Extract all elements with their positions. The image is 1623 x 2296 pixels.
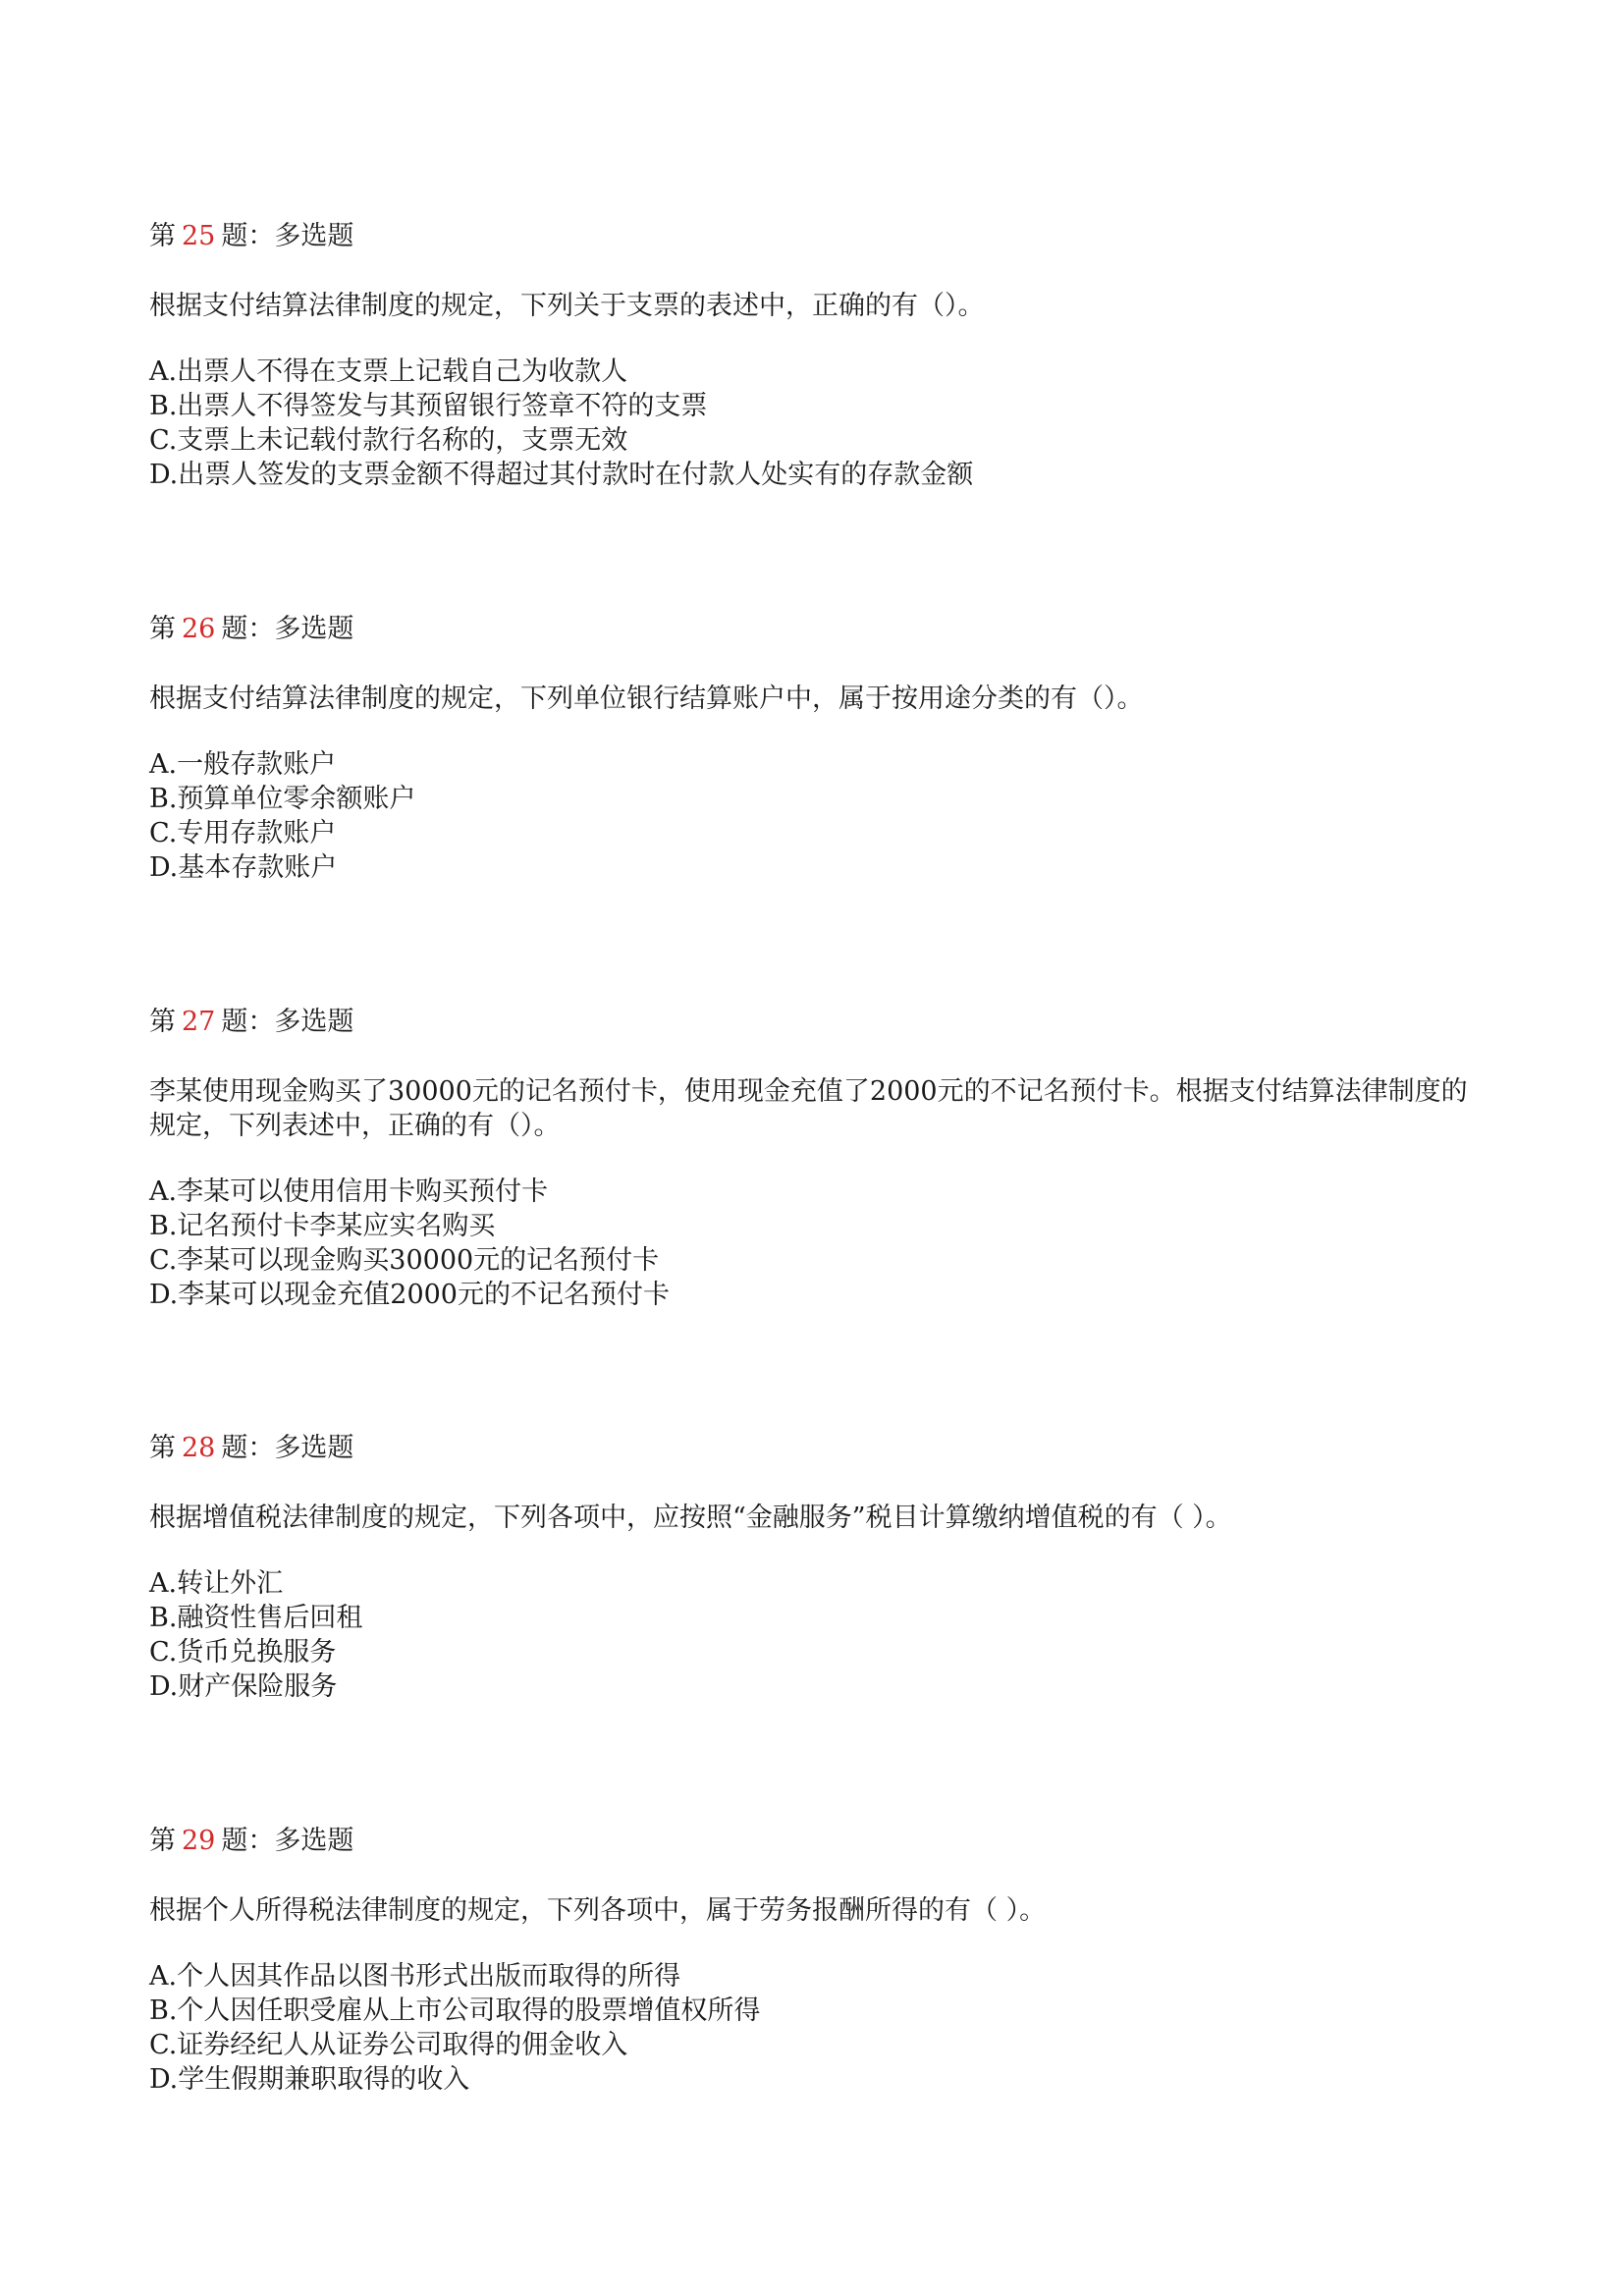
option-d: D.李某可以现金充值2000元的不记名预付卡	[149, 1280, 670, 1310]
question-header	[149, 613, 1485, 646]
question-stem: 根据个人所得税法律制度的规定，下列各项中，属于劳务报酬所得的有（ ）。	[149, 1895, 1047, 1926]
question-number: 27	[182, 1007, 216, 1037]
question-stem: 根据增值税法律制度的规定，下列各项中，应按照“金融服务”税目计算缴纳增值税的有（ ）。	[149, 1503, 1232, 1533]
option-b: B.预算单位零余额账户	[149, 784, 416, 814]
option-a: A.个人因其作品以图书形式出版而取得的所得	[149, 1961, 681, 1992]
option-d: D.财产保险服务	[149, 1671, 338, 1702]
question-header	[149, 1825, 1485, 1858]
question-prefix: 第	[149, 1826, 176, 1856]
question-header	[149, 1006, 1485, 1039]
question-type: 题：多选题	[221, 1433, 354, 1463]
option-a: A.一般存款账户	[149, 749, 337, 780]
option-list	[149, 747, 1485, 885]
option-c: C.专用存款账户	[149, 818, 337, 848]
question-stem: 根据支付结算法律制度的规定，下列关于支票的表述中，正确的有（）。	[149, 291, 985, 321]
question-28	[149, 1432, 1485, 1704]
question-prefix: 第	[149, 614, 176, 644]
option-b: B.个人因任职受雇从上市公司取得的股票增值权所得	[149, 1995, 761, 2026]
question-25	[149, 220, 1485, 492]
option-c: C.货币兑换服务	[149, 1637, 337, 1667]
option-b: B.出票人不得签发与其预留银行签章不符的支票	[149, 391, 708, 421]
question-number: 29	[182, 1826, 216, 1856]
question-prefix: 第	[149, 1433, 176, 1463]
question-type: 题：多选题	[221, 614, 354, 644]
question-26	[149, 613, 1485, 885]
option-list	[149, 355, 1485, 492]
option-a: A.出票人不得在支票上记载自己为收款人	[149, 356, 628, 387]
option-b: B.记名预付卡李某应实名购买	[149, 1211, 496, 1241]
question-number: 25	[182, 221, 216, 251]
question-number: 28	[182, 1433, 216, 1463]
option-a: A.李某可以使用信用卡购买预付卡	[149, 1176, 549, 1207]
question-header	[149, 1432, 1485, 1465]
option-list	[149, 1959, 1485, 2097]
question-prefix: 第	[149, 1007, 176, 1037]
option-d: D.出票人签发的支票金额不得超过其付款时在付款人处实有的存款金额	[149, 460, 974, 490]
option-c: C.证券经纪人从证券公司取得的佣金收入	[149, 2030, 628, 2060]
question-29	[149, 1825, 1485, 2097]
question-header	[149, 220, 1485, 253]
option-a: A.转让外汇	[149, 1568, 284, 1599]
option-c: C.李某可以现金购买30000元的记名预付卡	[149, 1245, 660, 1276]
question-stem: 根据支付结算法律制度的规定，下列单位银行结算账户中，属于按用途分类的有（）。	[149, 683, 1144, 714]
question-prefix: 第	[149, 221, 176, 251]
question-number: 26	[182, 614, 216, 644]
option-list	[149, 1566, 1485, 1704]
question-stem: 李某使用现金购买了30000元的记名预付卡，使用现金充值了2000元的不记名预付卡。根据支付结算法律制度的规定，下列表述中，正确的有（）。	[149, 1076, 1468, 1141]
question-27	[149, 1006, 1485, 1312]
option-d: D.基本存款账户	[149, 852, 338, 883]
option-d: D.学生假期兼职取得的收入	[149, 2064, 470, 2095]
question-type: 题：多选题	[221, 1826, 354, 1856]
option-b: B.融资性售后回租	[149, 1603, 363, 1633]
question-type: 题：多选题	[221, 221, 354, 251]
question-type: 题：多选题	[221, 1007, 354, 1037]
option-c: C.支票上未记载付款行名称的，支票无效	[149, 425, 628, 456]
option-list	[149, 1175, 1485, 1312]
